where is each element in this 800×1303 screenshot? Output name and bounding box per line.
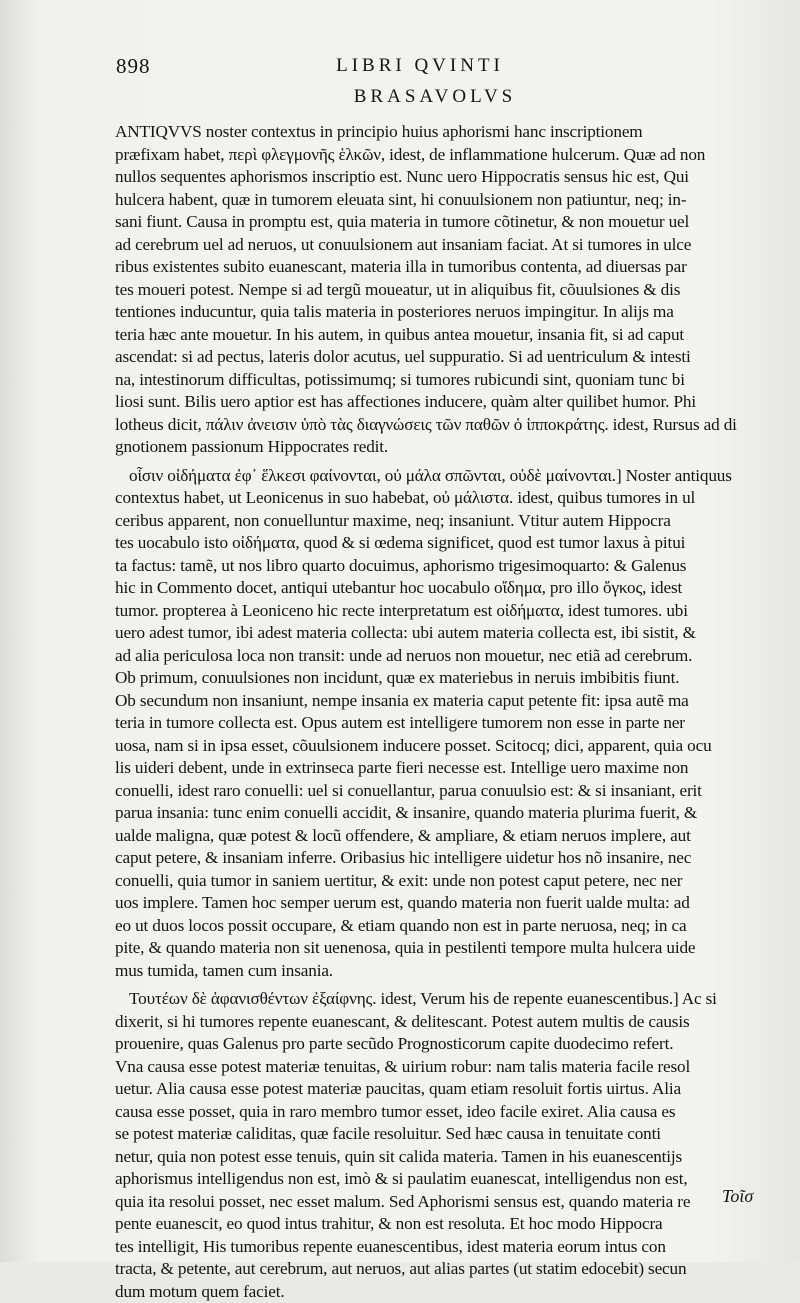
text-line: lis uideri debent, unde in extrinseca parte fieri necesse est. Intellige uero maxime non [115,757,760,780]
text-line: tumor. propterea à Leoniceno hic recte interpretatum est οἰδήματα, idest tumores. ubi [115,600,760,623]
text-line: sani fiunt. Causa in promptu est, quia materia in tumore cõtinetur, & non mouetur uel [115,211,760,234]
text-line: uos implere. Tamen hoc semper uerum est, quando materia non fuerit ualde multa: ad [115,892,760,915]
text-line: hic in Commento docet, antiqui utebantur hoc uocabulo οἴδημα, pro illo ὄγκος, idest [115,577,760,600]
text-line: ualde maligna, quæ potest & locũ offendere, & ampliare, & etiam neruos implere, aut [115,825,760,848]
text-line: ribus existentes subito euanescant, materia illa in tumoribus contenta, ad diuersas par [115,256,760,279]
page-number: 898 [116,54,151,79]
text-line: netur, quia non potest esse tenuis, quin sit calida materia. Tamen in his euanescentijs [115,1146,760,1169]
text-line: mus tumida, tamen cum insania. [115,960,760,983]
text-line: præfixam habet, περὶ φλεγμονῆς ἑλκῶν, idest, de inflammatione hulcerum. Quæ ad non [115,144,760,167]
text-line: contextus habet, ut Leonicenus in suo habebat, οὐ μάλιστα. idest, quibus tumores in ul [115,487,760,510]
text-line: causa esse posset, quia in raro membro tumor esset, ideo facile exiret. Alia causa es [115,1101,760,1124]
running-title: LIBRI QVINTI [0,55,800,77]
text-line: dum motum quem faciet. [115,1281,760,1303]
text-line: Vna causa esse potest materiæ tenuitas, & uirium robur: nam talis materia facile resol [115,1056,760,1079]
text-line: gnotionem passionum Hippocrates redit. [115,436,760,459]
text-line: teria hæc ante mouetur. In his autem, in quibus antea mouetur, insania fit, si ad caput [115,324,760,347]
text-line: ceribus apparent, non conuelluntur maxime, neq; insaniunt. Vtitur autem Hippocra [115,510,760,533]
text-line: Ob primum, conuulsiones non incidunt, quæ ex materiebus in neruis imbibitis fiunt. [115,667,760,690]
text-line: pite, & quando materia non sit uenenosa, quia in pestilenti tempore multa hulcera uide [115,937,760,960]
text-line: caput petere, & insaniam inferre. Oribasius hic intelligere uidetur hos nõ insanire, nec [115,847,760,870]
text-line: parua insania: tunc enim conuelli accidit, & insanire, quando materia plurima fuerit, & [115,802,760,825]
text-line: ta factus: tamẽ, ut nos libro quarto docuimus, aphorismo trigesimoquarto: & Galenus [115,555,760,578]
text-line: hulcera habent, quæ in tumorem eleuata sint, hi conuulsionem non patiuntur, neq; in- [115,189,760,212]
text-line: uetur. Alia causa esse potest materiæ paucitas, quam etiam resoluit fortis uirtus. Alia [115,1078,760,1101]
text-line: eo ut duos locos possit occupare, & etiam quando non est in parte neruosa, neq; in ca [115,915,760,938]
catchword: Τοῖσ [722,1186,753,1207]
section-title: BRASAVOLVS [0,86,800,108]
text-line: ascendat: si ad pectus, lateris dolor acutus, uel suppuratio. Si ad uentriculum & intesti [115,346,760,369]
text-line: Τουτέων δὲ ἀφανισθέντων ἐξαίφνης. idest, Verum his de repente euanescentibus.] Ac si [115,988,760,1011]
text-line: ANTIQVVS noster contextus in principio huius aphorismi hanc inscriptionem [115,121,760,144]
text-line: quia ita resolui posset, nec esset malum. Sed Aphorismi sensus est, quando materia re [115,1191,760,1214]
text-line: ad cerebrum uel ad neruos, ut conuulsionem aut insaniam faciat. At si tumores in ulce [115,234,760,257]
text-line: lotheus dicit, πάλιν ἀνεισιν ὑπὸ τὰς διαγνώσεις τῶν παθῶν ὁ ἱπποκράτης. idest, Rursus ad di [115,414,760,437]
text-line: teria in tumore collecta est. Opus autem est intelligere tumorem non esse in parte ner [115,712,760,735]
text-line: Ob secundum non insaniunt, nempe insania ex materia caput petente fit: ipsa autẽ ma [115,690,760,713]
text-line: se potest materiæ caliditas, quæ facile resoluitur. Sed hæc causa in tenuitate conti [115,1123,760,1146]
text-line: conuelli, quia tumor in saniem uertitur, & exit: unde non potest caput petere, nec ner [115,870,760,893]
text-line: pente euanescit, eo quod intus trahitur, & non est resoluta. Et hoc modo Hippocra [115,1213,760,1236]
text-line: ad alia periculosa loca non transit: unde ad neruos non mouetur, nec etiã ad cerebrum. [115,645,760,668]
text-line: nullos sequentes aphorismos inscriptio est. Nunc uero Hippocratis sensus hic est, Qui [115,166,760,189]
text-line: uosa, nam si in ipsa esset, cõuulsionem inducere posset. Scitocq; dici, apparent, quia ocu [115,735,760,758]
text-line: na, intestinorum difficultas, potissimumq; si tumores rubicundi sint, quoniam tunc bi [115,369,760,392]
text-line: conuelli, idest raro conuelli: uel si conuellantur, parua conuulsio est: & si insaniant, erit [115,780,760,803]
body-text [115,121,760,1303]
text-line: tracta, & petente, aut cerebrum, aut neruos, aut alias partes (ut statim edocebit) secun [115,1258,760,1281]
text-line: prouenire, quas Galenus pro parte secũdo Prognosticorum capite duodecimo refert. [115,1033,760,1056]
text-line: οἷσιν οἰδήματα ἐφ᾽ ἕλκεσι φαίνονται, οὐ μάλα σπῶνται, οὐδὲ μαίνονται.] Noster antiquus [115,465,760,488]
text-line: aphorismus intelligendus non est, imò & si paulatim euanescat, intelligendus non est, [115,1168,760,1191]
text-line: tentiones inducuntur, quia talis materia in posteriores neruos impingitur. In alijs ma [115,301,760,324]
text-line: liosi sunt. Bilis uero aptior est has affectiones inducere, quàm alter quilibet humor. Phi [115,391,760,414]
text-line: dixerit, si hi tumores repente euanescant, & delitescant. Potest autem multis de causis [115,1011,760,1034]
text-line: tes intelligit, His tumoribus repente euanescentibus, idest materia eorum intus con [115,1236,760,1259]
text-line: tes moueri potest. Nempe si ad tergũ moueatur, ut in aliquibus fit, cõuulsiones & dis [115,279,760,302]
text-line: uero adest tumor, ibi adest materia collecta: ubi autem materia collecta est, ibi sistit, & [115,622,760,645]
text-line: tes uocabulo isto οἰδήματα, quod & si œdema significet, quod est tumor laxus à pitui [115,532,760,555]
